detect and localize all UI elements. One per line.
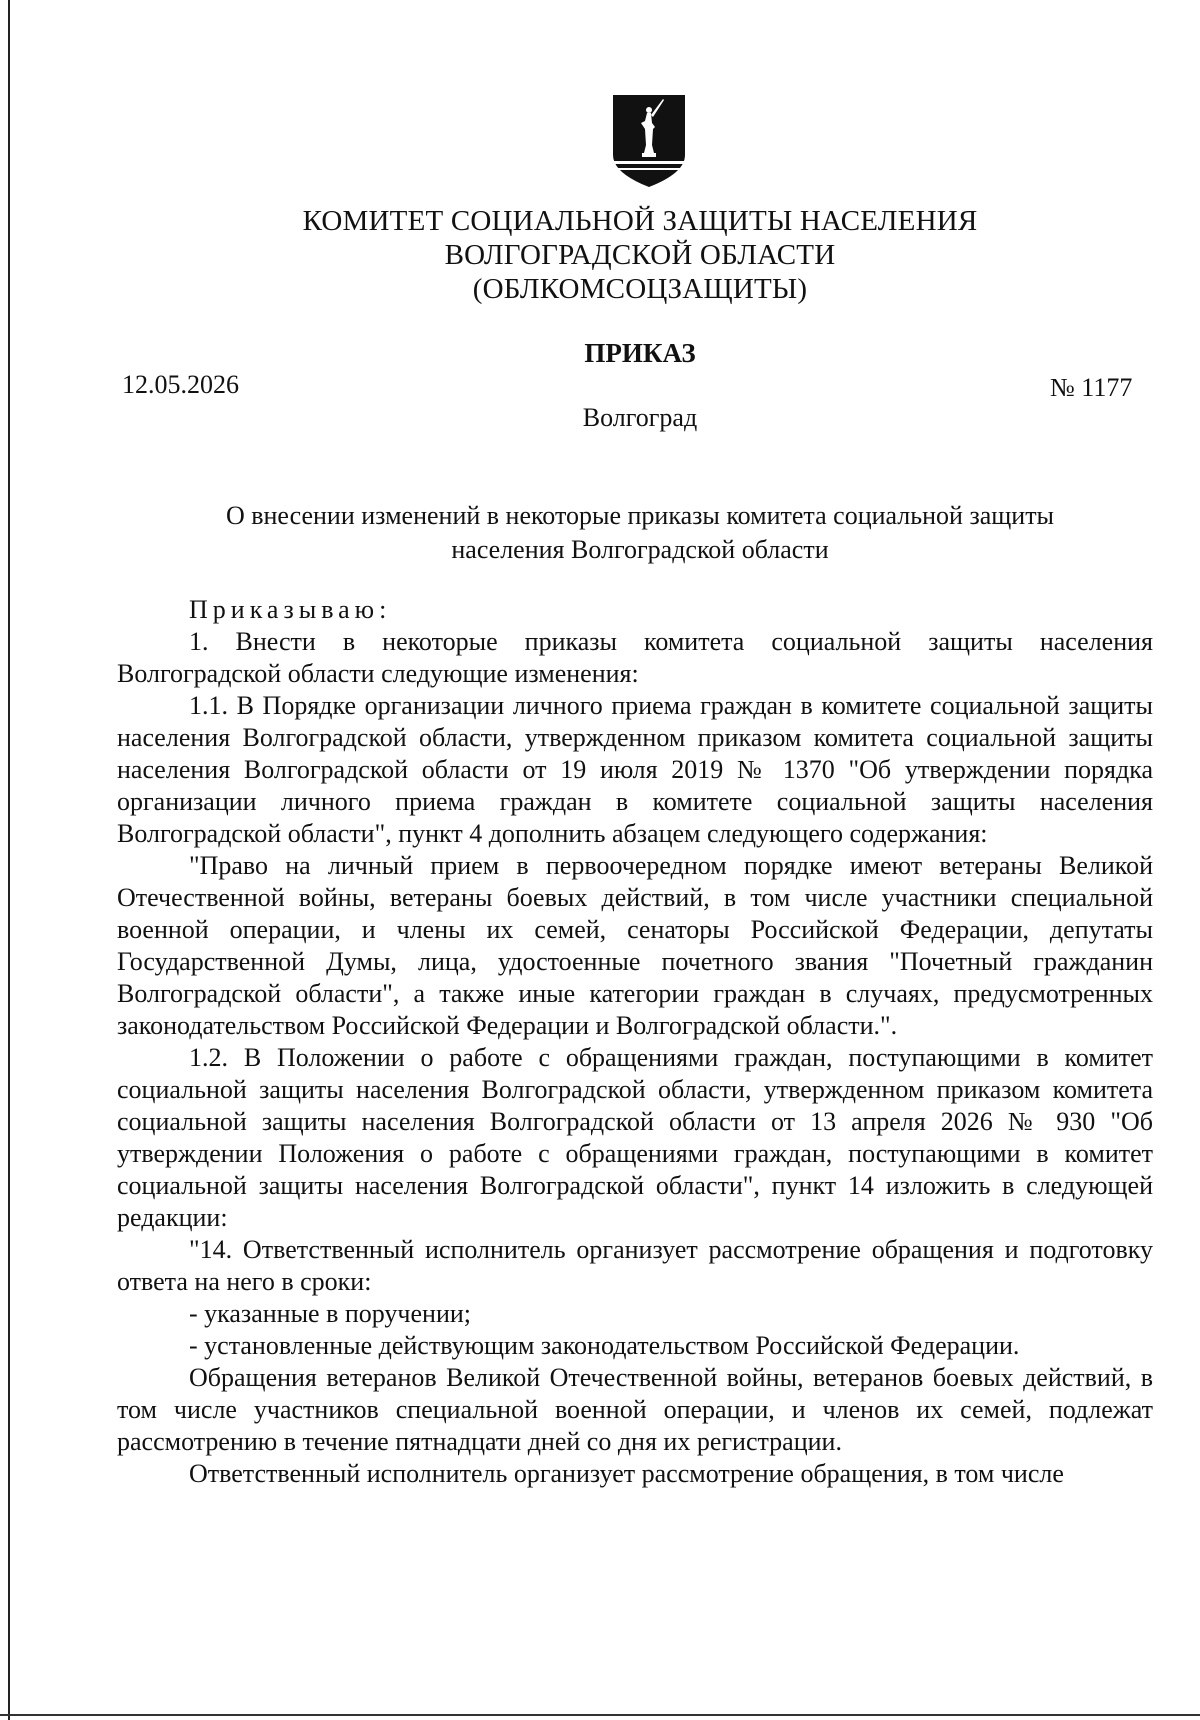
paragraph-item-1-1: 1.1. В Порядке организации личного приема граждан в комитете социальной защиты населения Волгоградской области, утвержденном приказом комитета социальной защиты населения Волгоградской области от 19 июля 2019 № 1370 "Об утверждении порядка организации личного приема граждан в комитете социальной защиты населения Волгоградской области", пункт 4 дополнить абзацем следующего содержания: xyxy=(117,691,1153,848)
scan-edge-line-bottom xyxy=(0,1714,1200,1716)
document-type: ПРИКАЗ xyxy=(584,338,696,368)
issuer-line-1: КОМИТЕТ СОЦИАЛЬНОЙ ЗАЩИТЫ НАСЕЛЕНИЯ xyxy=(302,205,978,237)
paragraph-continuation: Ответственный исполнитель организует рассмотрение обращения, в том числе xyxy=(189,1459,1064,1488)
order-city: Волгоград xyxy=(582,403,698,432)
order-title-line-2: населения Волгоградской области xyxy=(451,535,829,564)
paragraph-veterans: Обращения ветеранов Великой Отечественной войны, ветеранов боевых действий, в том числе участников специальной военной операции, и членов их семей, подлежат рассмотрению в течение пятнадцати дней со дня их регистрации. xyxy=(117,1363,1153,1456)
issuer-header xyxy=(0,204,1200,306)
order-title-line-1: О внесении изменений в некоторые приказы комитета социальной защиты xyxy=(225,501,1055,530)
coat-of-arms-icon xyxy=(611,93,687,189)
order-date: 12.05.2026 xyxy=(122,370,239,399)
quoted-paragraph: "Право на личный прием в первоочередном порядке имеют ветераны Великой Отечественной войны, ветераны боевых действий, в том числе участники специальной военной операции, и члены их семей, сенаторы Российской Федерации, депутаты Государственной Думы, лица, удостоенные почетного звания "Почетный гражданин Волгоградской области", а также иные категории граждан в случаях, предусмотренных законодательством Российской Федерации и Волгоградской области.". xyxy=(117,851,1153,1040)
list-item: - установленные действующим законодательством Российской Федерации. xyxy=(189,1331,1020,1360)
issuer-line-3: (ОБЛКОМСОЦЗАЩИТЫ) xyxy=(472,273,808,305)
issuer-line-2: ВОЛГОГРАДСКОЙ ОБЛАСТИ xyxy=(444,239,836,271)
order-preamble: Приказываю: xyxy=(189,595,392,624)
order-number: № 1177 xyxy=(1050,373,1133,402)
quoted-item-14: "14. Ответственный исполнитель организует рассмотрение обращения и подготовку ответа на него в сроки: xyxy=(117,1235,1153,1296)
order-title xyxy=(0,499,1200,567)
order-body xyxy=(117,594,1153,1490)
paragraph-item-1: 1. Внести в некоторые приказы комитета социальной защиты населения Волгоградской области следующие изменения: xyxy=(117,627,1153,688)
list-item: - указанные в поручении; xyxy=(189,1299,472,1328)
paragraph-item-1-2: 1.2. В Положении о работе с обращениями граждан, поступающими в комитет социальной защиты населения Волгоградской области, утвержденном приказом комитета социальной защиты населения Волгоградской области от 13 апреля 2026 № 930 "Об утверждении Положения о работе с обращениями граждан, поступающими в комитет социальной защиты населения Волгоградской области", пункт 14 изложить в следующей редакции: xyxy=(117,1043,1153,1232)
